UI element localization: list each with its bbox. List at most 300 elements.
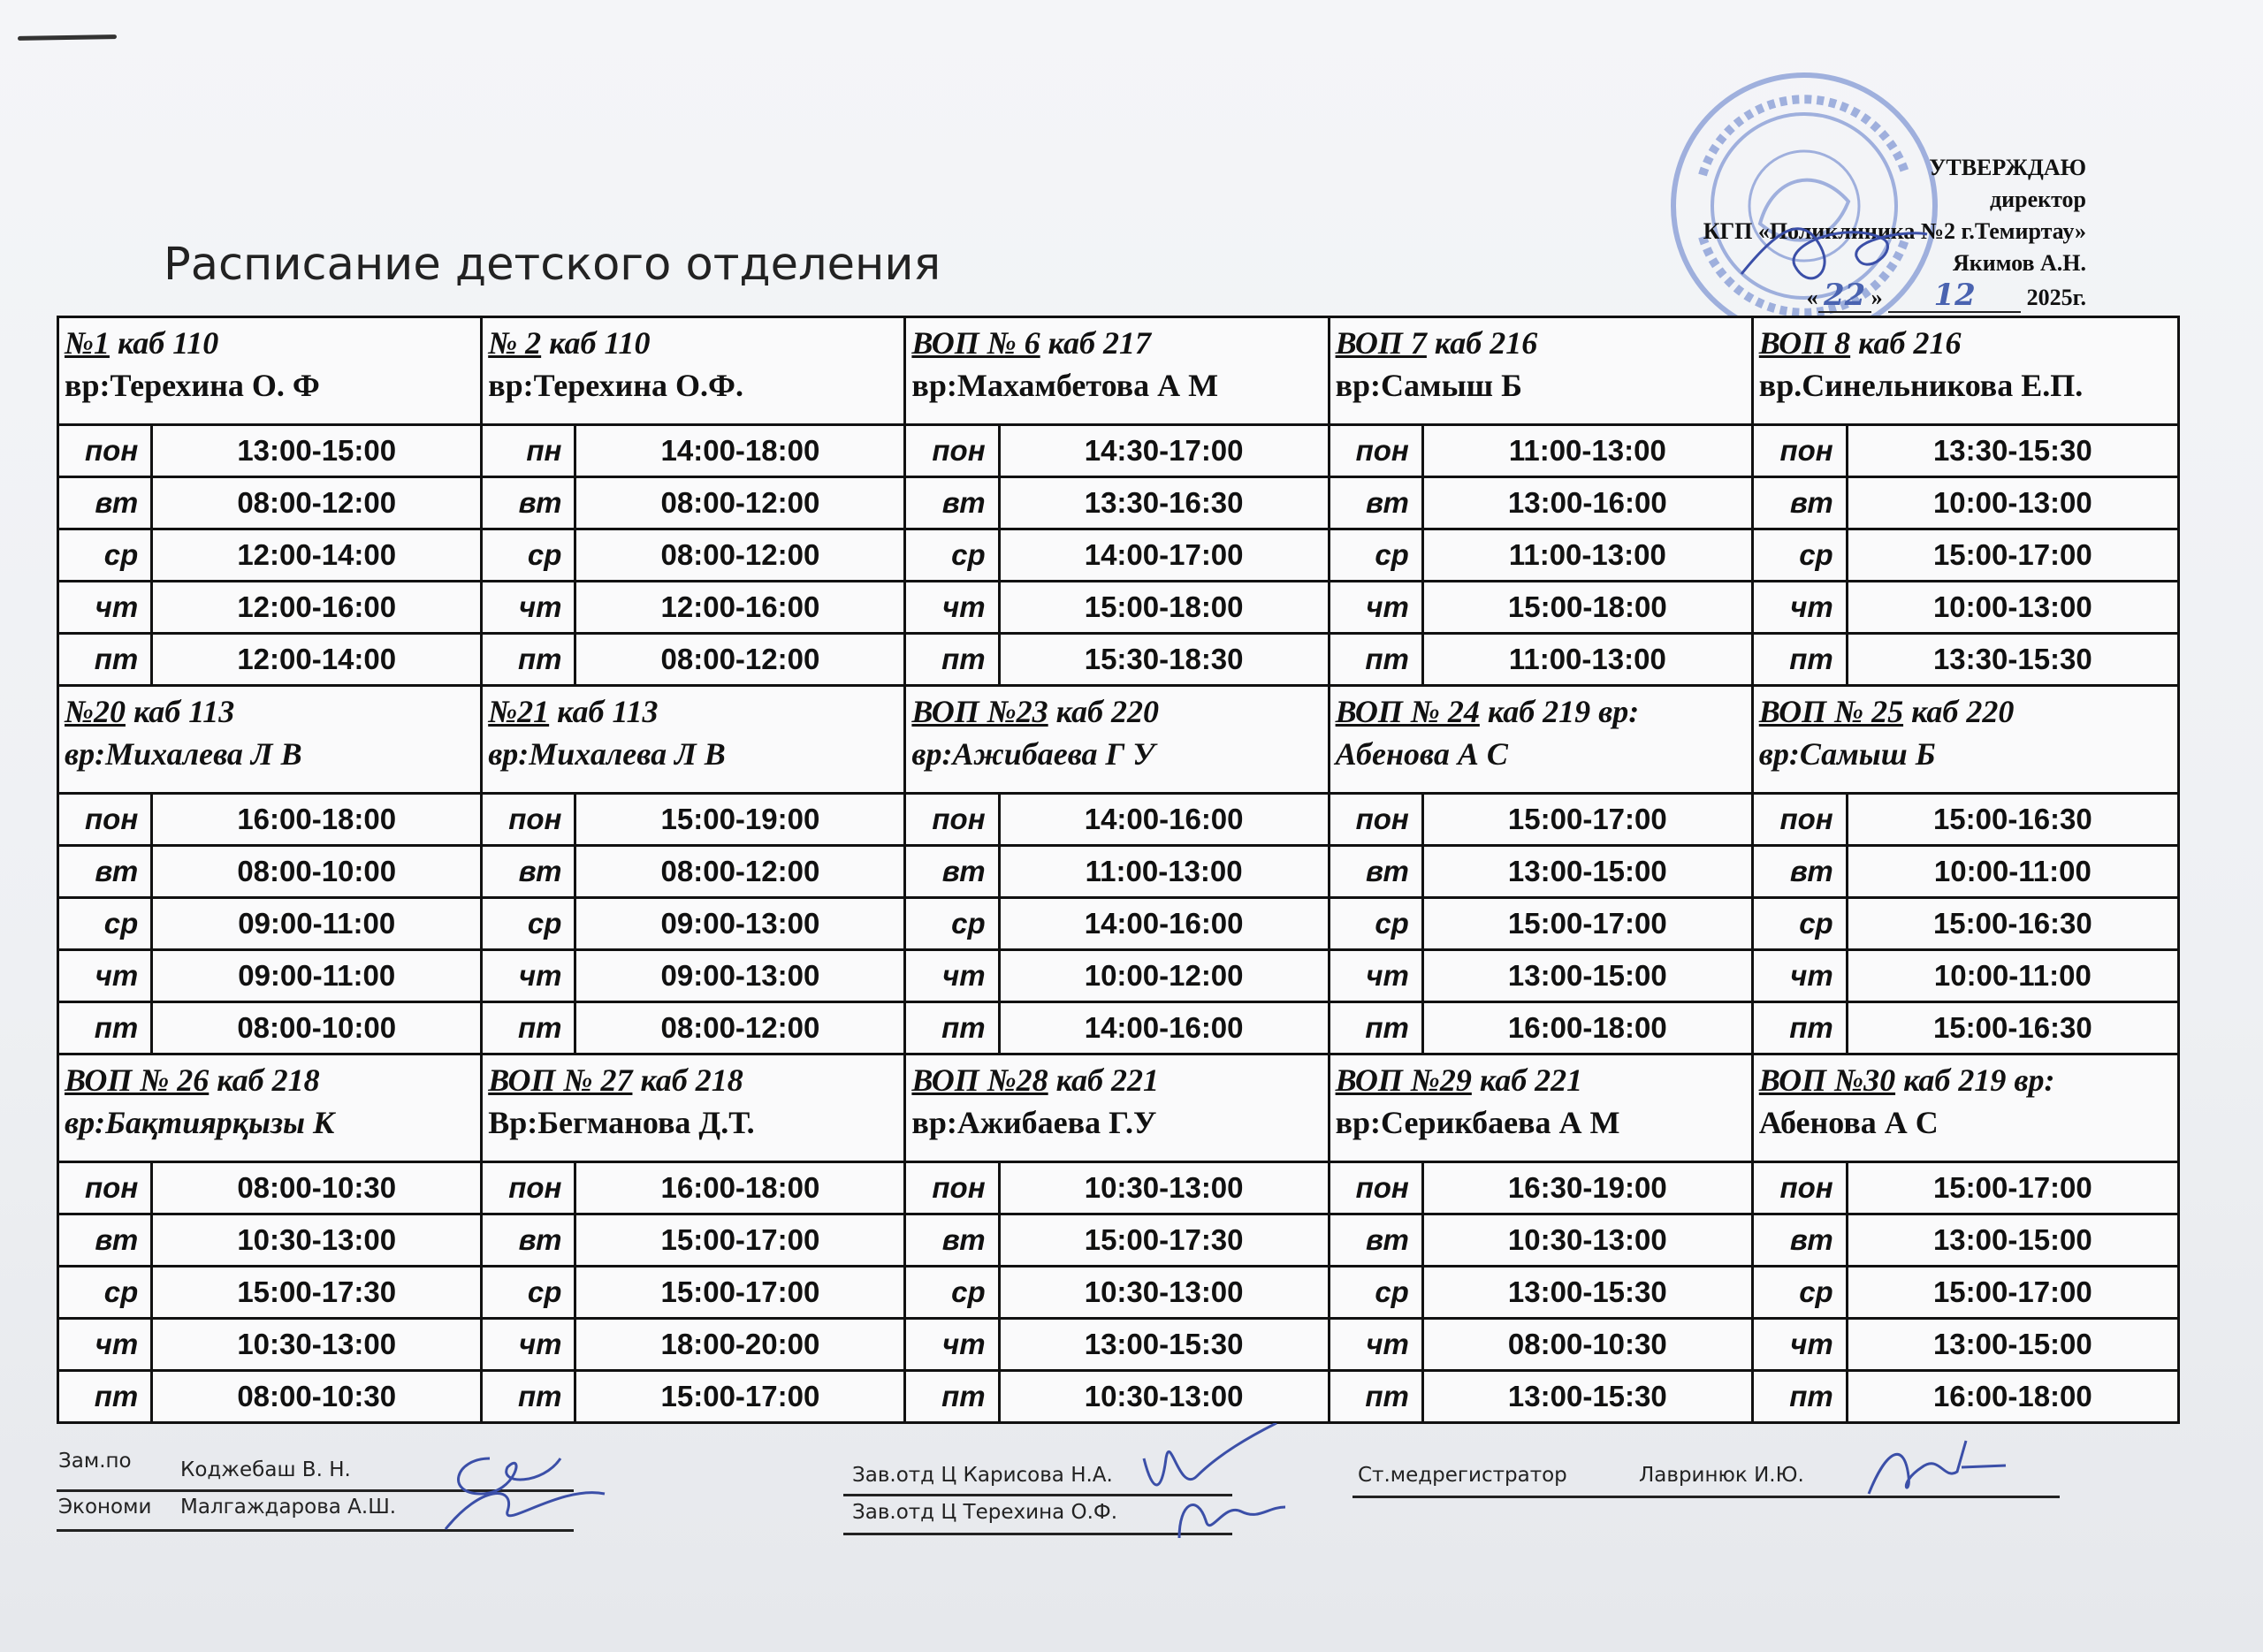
table-row bbox=[906, 1002, 1327, 1054]
table-row bbox=[1754, 1319, 2177, 1371]
weekday-cell: пт bbox=[1330, 634, 1423, 685]
table-row bbox=[1754, 898, 2177, 950]
weekday-cell: пт bbox=[59, 634, 152, 685]
doctor-schedule-block bbox=[1330, 1055, 1754, 1421]
hours-cell: 15:00-17:00 bbox=[575, 1267, 903, 1319]
weekday-cell: пт bbox=[1754, 634, 1847, 685]
hours-cell: 11:00-13:00 bbox=[999, 846, 1327, 898]
hours-cell: 15:30-18:30 bbox=[1084, 643, 1244, 675]
doctor-schedule-block bbox=[1330, 687, 1754, 1055]
cabinet-number: каб 221 bbox=[1479, 1062, 1583, 1098]
doctor-schedule-block bbox=[483, 687, 906, 1055]
weekly-hours-table bbox=[59, 795, 480, 1053]
table-row bbox=[1330, 1319, 1751, 1371]
hours-cell: 10:30-13:00 bbox=[1422, 1214, 1750, 1267]
doctor-header bbox=[906, 318, 1327, 426]
cabinet-number: каб 216 bbox=[1858, 325, 1962, 361]
hours-cell: 13:00-15:00 bbox=[1422, 950, 1750, 1002]
weekday-cell: пон bbox=[1754, 795, 1847, 846]
hours-cell: 13:00-15:30 bbox=[1422, 1267, 1750, 1319]
doctor-header bbox=[906, 687, 1327, 795]
hours-cell: 15:00-17:00 bbox=[1422, 795, 1750, 846]
hours-cell: 13:00-15:00 bbox=[152, 426, 480, 477]
table-row bbox=[1754, 582, 2177, 634]
hours-cell: 15:00-18:00 bbox=[1422, 582, 1750, 634]
hours-cell: 13:00-15:30 bbox=[999, 1319, 1327, 1371]
weekday-cell: чт bbox=[483, 950, 575, 1002]
weekday-cell: пон bbox=[59, 426, 152, 477]
economist-label: Экономи bbox=[58, 1496, 152, 1519]
doctor-schedule-block bbox=[1754, 318, 2177, 687]
hours-cell: 08:00-10:30 bbox=[237, 1380, 397, 1412]
hours-cell: 15:00-17:00 bbox=[660, 1380, 820, 1412]
hours-cell: 08:00-10:00 bbox=[237, 1011, 397, 1044]
doctor-name: вр:Ажибаева Г.У bbox=[911, 1105, 1157, 1140]
hours-cell: 15:00-17:00 bbox=[1422, 898, 1750, 950]
weekly-hours-table bbox=[59, 426, 480, 684]
weekly-hours-table bbox=[483, 426, 903, 684]
weekday-cell: пн bbox=[483, 426, 575, 477]
weekday-cell: чт bbox=[59, 950, 152, 1002]
table-row bbox=[906, 1214, 1327, 1267]
hours-cell: 10:00-11:00 bbox=[1847, 950, 2177, 1002]
table-row bbox=[1754, 1267, 2177, 1319]
weekday-cell: пт bbox=[1330, 1371, 1423, 1422]
doctor-name: вр:Терехина О.Ф. bbox=[488, 368, 743, 403]
doctor-name: вр:Самыш Б bbox=[1335, 368, 1522, 403]
weekday-cell: вт bbox=[1754, 846, 1847, 898]
deputy-signature bbox=[428, 1432, 658, 1547]
doctor-schedule-block bbox=[59, 1055, 483, 1421]
doctor-name: вр:Михалева Л В bbox=[488, 736, 726, 772]
economist-name: Малгаждарова А.Ш. bbox=[180, 1496, 397, 1519]
weekday-cell: пт bbox=[906, 1371, 999, 1422]
weekday-cell: пон bbox=[1754, 426, 1847, 477]
registrar-signature bbox=[1860, 1432, 2010, 1511]
doctor-name: вр:Ажибаева Г У bbox=[911, 736, 1155, 772]
table-row bbox=[59, 1002, 480, 1054]
cabinet-number: каб 110 bbox=[549, 325, 651, 361]
table-row bbox=[59, 1214, 480, 1267]
section-number: ВОП № 24 bbox=[1335, 694, 1480, 729]
weekday-cell: пт bbox=[906, 1002, 999, 1054]
cabinet-number: каб 219 вр: bbox=[1487, 694, 1640, 729]
table-row bbox=[1330, 1214, 1751, 1267]
cabinet-number: каб 221 bbox=[1055, 1062, 1159, 1098]
weekly-hours-table bbox=[1754, 426, 2177, 684]
table-row bbox=[1330, 1163, 1751, 1214]
doctor-name: вр:Махамбетова А М bbox=[911, 368, 1219, 403]
weekday-cell: ср bbox=[483, 529, 575, 582]
doctor-name: Абенова А С bbox=[1758, 1105, 1939, 1140]
hours-cell: 08:00-12:00 bbox=[575, 846, 903, 898]
weekday-cell: ср bbox=[1330, 529, 1423, 582]
hours-cell: 13:30-15:30 bbox=[1932, 643, 2092, 675]
weekday-cell: вт bbox=[483, 1214, 575, 1267]
doctor-header bbox=[483, 318, 903, 426]
hours-cell: 10:30-13:00 bbox=[152, 1214, 480, 1267]
hours-cell: 13:00-15:00 bbox=[1847, 1319, 2177, 1371]
weekday-cell: пт bbox=[483, 1002, 575, 1054]
weekday-cell: вт bbox=[1754, 1214, 1847, 1267]
table-row bbox=[1330, 477, 1751, 529]
table-row bbox=[59, 1371, 480, 1422]
weekday-cell: ср bbox=[59, 529, 152, 582]
table-row bbox=[1330, 950, 1751, 1002]
table-row bbox=[906, 426, 1327, 477]
table-row bbox=[1330, 582, 1751, 634]
doctor-name: вр:Серикбаева А М bbox=[1335, 1105, 1620, 1140]
table-row bbox=[906, 795, 1327, 846]
deputy-label: Зам.по bbox=[58, 1450, 132, 1473]
table-row bbox=[1330, 1371, 1751, 1422]
table-row bbox=[1330, 795, 1751, 846]
weekday-cell: пон bbox=[1330, 795, 1423, 846]
weekday-cell: пт bbox=[483, 634, 575, 685]
section-number: №21 bbox=[488, 694, 550, 729]
weekday-cell: ср bbox=[483, 898, 575, 950]
table-row bbox=[1754, 795, 2177, 846]
weekly-hours-table bbox=[1330, 426, 1751, 684]
weekday-cell: пт bbox=[483, 1371, 575, 1422]
doctor-header bbox=[1754, 318, 2177, 426]
doctor-schedule-block bbox=[59, 687, 483, 1055]
approval-date: « 22 » 12 2025г. bbox=[1806, 278, 2086, 313]
hours-cell: 12:00-14:00 bbox=[152, 529, 480, 582]
head-of-department-1: Зав.отд Ц Карисова Н.А. bbox=[852, 1464, 1113, 1487]
weekday-cell: пон bbox=[1330, 426, 1423, 477]
hours-cell: 10:30-13:00 bbox=[1084, 1380, 1244, 1412]
table-row bbox=[483, 1371, 903, 1422]
table-row bbox=[1330, 426, 1751, 477]
weekday-cell: вт bbox=[906, 1214, 999, 1267]
weekday-cell: ср bbox=[906, 529, 999, 582]
hours-cell: 13:00-16:00 bbox=[1422, 477, 1750, 529]
table-row bbox=[59, 1267, 480, 1319]
weekday-cell: вт bbox=[906, 477, 999, 529]
section-number: ВОП № 6 bbox=[911, 325, 1040, 361]
table-row bbox=[483, 1214, 903, 1267]
head-of-department-2: Зав.отд Ц Терехина О.Ф. bbox=[852, 1501, 1118, 1524]
section-number: ВОП №30 bbox=[1758, 1062, 1896, 1098]
weekday-cell: пт bbox=[906, 634, 999, 685]
hours-cell: 10:00-13:00 bbox=[1847, 477, 2177, 529]
deputy-name: Коджебаш В. Н. bbox=[180, 1458, 351, 1481]
table-row bbox=[906, 477, 1327, 529]
weekday-cell: ср bbox=[1330, 898, 1423, 950]
section-number: ВОП №29 bbox=[1335, 1062, 1472, 1098]
table-row bbox=[483, 846, 903, 898]
table-row bbox=[906, 529, 1327, 582]
table-row bbox=[1330, 846, 1751, 898]
weekday-cell: вт bbox=[1330, 846, 1423, 898]
hours-cell: 13:00-15:00 bbox=[1847, 1214, 2177, 1267]
weekday-cell: ср bbox=[59, 1267, 152, 1319]
hours-cell: 15:00-16:30 bbox=[1932, 1011, 2092, 1044]
table-row bbox=[1754, 1163, 2177, 1214]
hours-cell: 08:00-10:30 bbox=[1422, 1319, 1750, 1371]
doctor-header bbox=[1330, 687, 1751, 795]
table-row bbox=[483, 426, 903, 477]
hours-cell: 09:00-13:00 bbox=[575, 950, 903, 1002]
registrar-label: Ст.медрегистратор bbox=[1358, 1464, 1567, 1487]
table-row bbox=[1330, 1002, 1751, 1054]
table-row bbox=[59, 795, 480, 846]
approval-month: 12 bbox=[1888, 279, 2021, 313]
hours-cell: 15:00-17:00 bbox=[1847, 1267, 2177, 1319]
weekday-cell: ср bbox=[1754, 1267, 1847, 1319]
table-row bbox=[1754, 1002, 2177, 1054]
hours-cell: 11:00-13:00 bbox=[1422, 529, 1750, 582]
director-signature bbox=[1724, 194, 1936, 309]
table-row bbox=[59, 582, 480, 634]
hours-cell: 14:00-16:00 bbox=[1084, 1011, 1244, 1044]
hours-cell: 14:00-17:00 bbox=[999, 529, 1327, 582]
doctor-header bbox=[59, 687, 480, 795]
table-row bbox=[906, 582, 1327, 634]
table-row bbox=[906, 1163, 1327, 1214]
weekday-cell: ср bbox=[59, 898, 152, 950]
weekday-cell: ср bbox=[1330, 1267, 1423, 1319]
hours-cell: 15:00-17:00 bbox=[575, 1214, 903, 1267]
doctor-header bbox=[906, 1055, 1327, 1163]
doctor-header bbox=[483, 1055, 903, 1163]
weekday-cell: ср bbox=[906, 898, 999, 950]
approval-day: 22 bbox=[1818, 279, 1871, 313]
section-number: №1 bbox=[65, 325, 110, 361]
hours-cell: 13:30-16:30 bbox=[999, 477, 1327, 529]
table-row bbox=[906, 898, 1327, 950]
table-row bbox=[1330, 1267, 1751, 1319]
cabinet-number: каб 220 bbox=[1911, 694, 2015, 729]
cabinet-number: каб 113 bbox=[557, 694, 659, 729]
hours-cell: 15:00-17:30 bbox=[999, 1214, 1327, 1267]
table-row bbox=[1754, 477, 2177, 529]
table-row bbox=[1754, 846, 2177, 898]
table-row bbox=[483, 795, 903, 846]
doctor-header bbox=[1330, 318, 1751, 426]
hours-cell: 14:00-16:00 bbox=[999, 898, 1327, 950]
table-row bbox=[483, 898, 903, 950]
hours-cell: 16:00-18:00 bbox=[152, 795, 480, 846]
section-number: ВОП № 26 bbox=[65, 1062, 210, 1098]
section-number: ВОП 8 bbox=[1758, 325, 1851, 361]
weekday-cell: вт bbox=[906, 846, 999, 898]
doctor-name: вр:Терехина О. Ф bbox=[65, 368, 320, 403]
section-number: ВОП № 25 bbox=[1758, 694, 1904, 729]
hours-cell: 08:00-12:00 bbox=[660, 1011, 820, 1044]
weekday-cell: пт bbox=[1754, 1002, 1847, 1054]
weekday-cell: чт bbox=[906, 1319, 999, 1371]
department-head-signature bbox=[1126, 1423, 1321, 1547]
hours-cell: 16:00-18:00 bbox=[1507, 1011, 1667, 1044]
schedule-grid bbox=[57, 316, 2180, 1424]
page-title: Расписание детского отделения bbox=[164, 239, 941, 291]
doctor-header bbox=[483, 687, 903, 795]
weekday-cell: вт bbox=[483, 846, 575, 898]
weekday-cell: чт bbox=[1754, 950, 1847, 1002]
doctor-header bbox=[1330, 1055, 1751, 1163]
section-number: ВОП 7 bbox=[1335, 325, 1427, 361]
weekday-cell: чт bbox=[1330, 950, 1423, 1002]
doctor-schedule-block bbox=[906, 687, 1330, 1055]
weekday-cell: пон bbox=[483, 795, 575, 846]
hours-cell: 12:00-14:00 bbox=[237, 643, 397, 675]
weekday-cell: вт bbox=[483, 477, 575, 529]
hours-cell: 15:00-17:00 bbox=[1847, 1163, 2177, 1214]
table-row bbox=[59, 898, 480, 950]
weekday-cell: ср bbox=[1754, 529, 1847, 582]
weekday-cell: пон bbox=[906, 1163, 999, 1214]
hours-cell: 14:00-16:00 bbox=[999, 795, 1327, 846]
hours-cell: 11:00-13:00 bbox=[1422, 426, 1750, 477]
table-row bbox=[483, 529, 903, 582]
weekday-cell: чт bbox=[906, 950, 999, 1002]
table-row bbox=[59, 1319, 480, 1371]
hours-cell: 09:00-13:00 bbox=[575, 898, 903, 950]
hours-cell: 08:00-10:00 bbox=[152, 846, 480, 898]
table-row bbox=[1330, 529, 1751, 582]
weekday-cell: вт bbox=[59, 477, 152, 529]
hours-cell: 08:00-12:00 bbox=[575, 477, 903, 529]
weekday-cell: пон bbox=[1330, 1163, 1423, 1214]
weekly-hours-table bbox=[906, 1163, 1327, 1421]
hours-cell: 15:00-18:00 bbox=[999, 582, 1327, 634]
table-row bbox=[483, 1163, 903, 1214]
weekday-cell: пон bbox=[483, 1163, 575, 1214]
hours-cell: 16:00-18:00 bbox=[1932, 1380, 2092, 1412]
weekday-cell: чт bbox=[483, 582, 575, 634]
table-row bbox=[1754, 1371, 2177, 1422]
weekday-cell: ср bbox=[483, 1267, 575, 1319]
weekly-hours-table bbox=[906, 795, 1327, 1053]
hours-cell: 15:00-17:30 bbox=[152, 1267, 480, 1319]
hours-cell: 16:30-19:00 bbox=[1422, 1163, 1750, 1214]
doctor-header bbox=[1754, 1055, 2177, 1163]
section-number: ВОП №23 bbox=[911, 694, 1048, 729]
table-row bbox=[1330, 634, 1751, 685]
table-row bbox=[906, 950, 1327, 1002]
weekday-cell: чт bbox=[59, 1319, 152, 1371]
cabinet-number: каб 218 bbox=[640, 1062, 743, 1098]
hours-cell: 08:00-12:00 bbox=[660, 643, 820, 675]
cabinet-number: каб 216 bbox=[1434, 325, 1538, 361]
cabinet-number: каб 217 bbox=[1048, 325, 1151, 361]
weekday-cell: чт bbox=[483, 1319, 575, 1371]
weekly-hours-table bbox=[483, 1163, 903, 1421]
weekly-hours-table bbox=[1330, 1163, 1751, 1421]
table-row bbox=[483, 634, 903, 685]
hours-cell: 10:00-13:00 bbox=[1847, 582, 2177, 634]
doctor-header bbox=[59, 1055, 480, 1163]
hours-cell: 15:00-19:00 bbox=[575, 795, 903, 846]
approval-position: директор bbox=[1989, 187, 2086, 212]
weekday-cell: ср bbox=[906, 1267, 999, 1319]
hours-cell: 10:00-11:00 bbox=[1847, 846, 2177, 898]
weekday-cell: вт bbox=[59, 846, 152, 898]
table-row bbox=[1754, 634, 2177, 685]
table-row bbox=[59, 846, 480, 898]
table-row bbox=[1330, 898, 1751, 950]
weekly-hours-table bbox=[483, 795, 903, 1053]
weekly-hours-table bbox=[1754, 795, 2177, 1053]
table-row bbox=[483, 950, 903, 1002]
hours-cell: 08:00-12:00 bbox=[152, 477, 480, 529]
hours-cell: 13:00-15:30 bbox=[1507, 1380, 1667, 1412]
doctor-schedule-block bbox=[59, 318, 483, 687]
hours-cell: 15:00-16:30 bbox=[1847, 795, 2177, 846]
table-row bbox=[59, 634, 480, 685]
table-row bbox=[906, 1319, 1327, 1371]
table-row bbox=[59, 529, 480, 582]
weekly-hours-table bbox=[59, 1163, 480, 1421]
weekday-cell: чт bbox=[1754, 582, 1847, 634]
weekly-hours-table bbox=[1330, 795, 1751, 1053]
hours-cell: 12:00-16:00 bbox=[152, 582, 480, 634]
weekday-cell: ср bbox=[1754, 898, 1847, 950]
table-row bbox=[59, 477, 480, 529]
weekly-hours-table bbox=[906, 426, 1327, 684]
weekday-cell: пт bbox=[1330, 1002, 1423, 1054]
hours-cell: 09:00-11:00 bbox=[152, 950, 480, 1002]
table-row bbox=[483, 1319, 903, 1371]
doctor-schedule-block bbox=[906, 318, 1330, 687]
weekday-cell: пт bbox=[59, 1002, 152, 1054]
doctor-header bbox=[59, 318, 480, 426]
hours-cell: 10:00-12:00 bbox=[999, 950, 1327, 1002]
approval-year: 2025г. bbox=[2026, 285, 2086, 310]
approval-organization: КГП «Поликлиника №2 г.Темиртау» bbox=[1703, 218, 2086, 244]
doctor-schedule-block bbox=[483, 318, 906, 687]
table-row bbox=[59, 1163, 480, 1214]
section-number: ВОП №28 bbox=[911, 1062, 1048, 1098]
hours-cell: 16:00-18:00 bbox=[575, 1163, 903, 1214]
table-row bbox=[1754, 1214, 2177, 1267]
table-row bbox=[59, 426, 480, 477]
hours-cell: 12:00-16:00 bbox=[575, 582, 903, 634]
weekday-cell: вт bbox=[1754, 477, 1847, 529]
weekday-cell: пон bbox=[59, 795, 152, 846]
cabinet-number: каб 113 bbox=[133, 694, 235, 729]
doctor-name: Вр:Бегманова Д.Т. bbox=[488, 1105, 755, 1140]
section-number: №20 bbox=[65, 694, 126, 729]
table-row bbox=[906, 1267, 1327, 1319]
weekday-cell: пон bbox=[59, 1163, 152, 1214]
weekday-cell: вт bbox=[1330, 1214, 1423, 1267]
doctor-name: Абенова А С bbox=[1335, 736, 1508, 772]
approval-heading: УТВЕРЖДАЮ bbox=[1929, 155, 2086, 180]
hours-cell: 18:00-20:00 bbox=[575, 1319, 903, 1371]
weekday-cell: чт bbox=[1754, 1319, 1847, 1371]
signatures-footer bbox=[57, 1450, 2090, 1538]
weekday-cell: пон bbox=[906, 795, 999, 846]
doctor-schedule-block bbox=[1330, 318, 1754, 687]
table-row bbox=[906, 634, 1327, 685]
pen-mark bbox=[18, 34, 117, 41]
cabinet-number: каб 218 bbox=[217, 1062, 320, 1098]
weekday-cell: чт bbox=[906, 582, 999, 634]
hours-cell: 08:00-10:30 bbox=[152, 1163, 480, 1214]
table-row bbox=[483, 1002, 903, 1054]
table-row bbox=[906, 1371, 1327, 1422]
weekday-cell: пт bbox=[1754, 1371, 1847, 1422]
doctor-schedule-block bbox=[906, 1055, 1330, 1421]
table-row bbox=[59, 950, 480, 1002]
hours-cell: 08:00-12:00 bbox=[575, 529, 903, 582]
hours-cell: 13:30-15:30 bbox=[1847, 426, 2177, 477]
weekday-cell: вт bbox=[1330, 477, 1423, 529]
cabinet-number: каб 110 bbox=[117, 325, 219, 361]
